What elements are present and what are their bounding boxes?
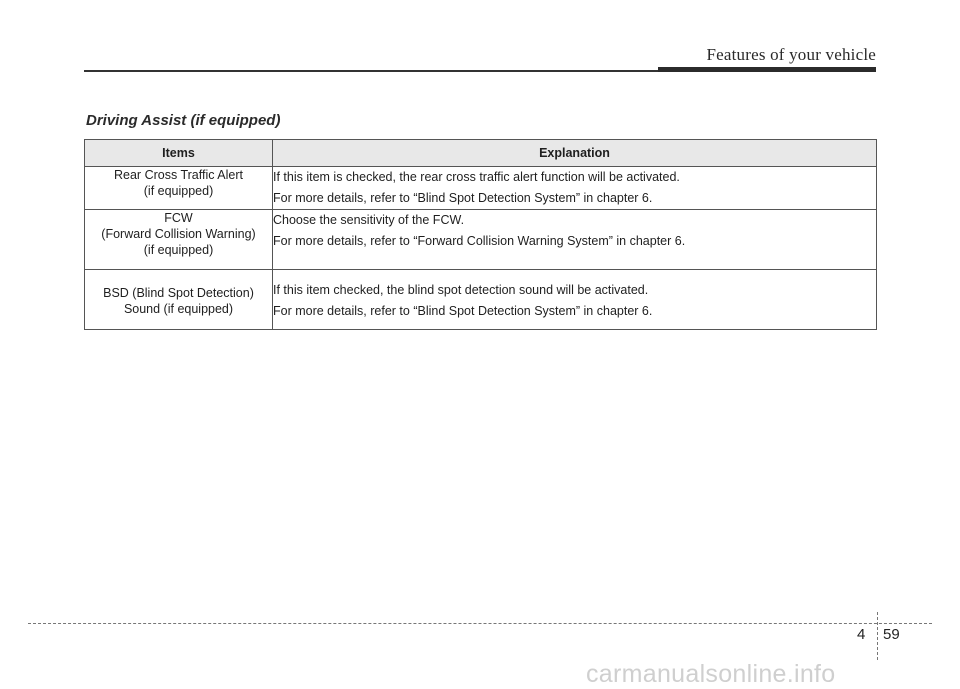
explanation-text: For more details, refer to “Blind Spot Detection System” in chapter 6.	[273, 304, 653, 318]
explanation-text: If this item checked, the blind spot detection sound will be activated.	[273, 283, 649, 297]
page-number: 59	[883, 626, 900, 643]
section-title: Driving Assist (if equipped)	[86, 112, 281, 129]
explanation-text: Choose the sensitivity of the FCW.	[273, 213, 465, 227]
item-cell	[85, 270, 273, 330]
explanation-text: If this item is checked, the rear cross traffic alert function will be activated.	[273, 170, 680, 184]
explanation-cell	[273, 167, 877, 210]
table-row	[85, 167, 877, 210]
explanation-text: For more details, refer to “Forward Collision Warning System” in chapter 6.	[273, 234, 686, 248]
driving-assist-table	[84, 139, 877, 330]
header-rule-accent	[658, 67, 876, 72]
footer-page-divider	[877, 612, 878, 660]
item-cell	[85, 167, 273, 210]
item-label: Sound (if equipped)	[123, 302, 234, 316]
column-header-items: Items	[85, 140, 273, 167]
explanation-text: For more details, refer to “Blind Spot Detection System” in chapter 6.	[273, 191, 653, 205]
explanation-cell	[273, 270, 877, 330]
footer-divider	[28, 623, 932, 624]
table-row	[85, 270, 877, 330]
item-label: BSD (Blind Spot Detection)	[103, 286, 254, 300]
item-cell	[85, 210, 273, 270]
table-row	[85, 210, 877, 270]
item-label: (if equipped)	[143, 184, 214, 198]
item-label: Rear Cross Traffic Alert	[114, 168, 243, 182]
page-header-title: Features of your vehicle	[706, 45, 876, 64]
column-header-explanation: Explanation	[273, 140, 877, 167]
watermark: carmanualsonline.info	[586, 660, 836, 688]
explanation-cell	[273, 210, 877, 270]
table-header-row	[85, 140, 877, 167]
item-label: (if equipped)	[143, 243, 214, 257]
chapter-number: 4	[857, 626, 866, 643]
header-rule	[84, 70, 664, 72]
item-label: (Forward Collision Warning)	[101, 227, 256, 241]
item-label: FCW	[164, 211, 193, 225]
